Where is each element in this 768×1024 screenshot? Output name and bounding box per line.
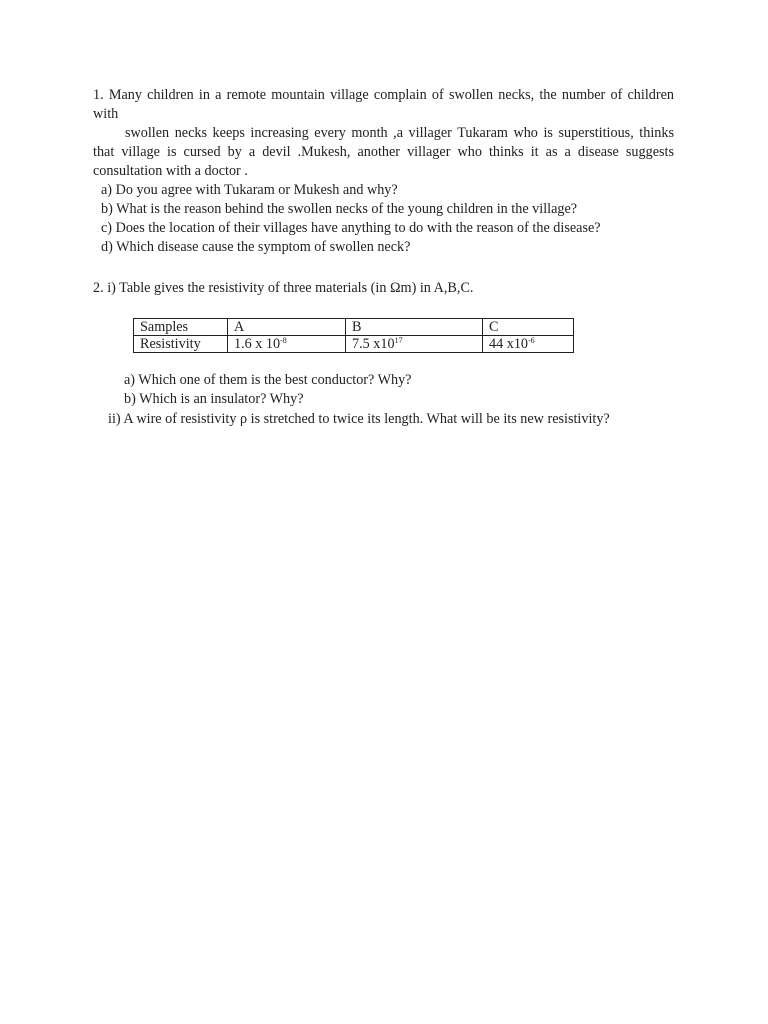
- question-2-part-ii: ii) A wire of resistivity ρ is stretched to twice its length. What will be its new resistivity?: [108, 411, 610, 427]
- table-row-label: Resistivity: [134, 336, 228, 353]
- question-2-part-a: a) Which one of them is the best conductor? Why?: [124, 372, 412, 388]
- question-2-parts: [124, 371, 411, 409]
- resistivity-table: [133, 318, 574, 353]
- table-header-cell: A: [228, 319, 346, 336]
- value-exponent: -6: [528, 336, 535, 345]
- question-1-part-a: a) Do you agree with Tukaram or Mukesh and why?: [101, 182, 398, 198]
- table-header-cell: Samples: [134, 319, 228, 336]
- value-base: 1.6 x 10: [234, 336, 281, 352]
- question-1-part-d: d) Which disease cause the symptom of swollen neck?: [101, 239, 411, 255]
- question-1-intro-line1: 1. Many children in a remote mountain village complain of swollen necks, the number of children with: [93, 87, 674, 122]
- question-1-part-b: b) What is the reason behind the swollen necks of the young children in the village?: [101, 201, 578, 217]
- question-1-intro-line2: swollen necks keeps increasing every month ,a villager Tukaram who is superstitious, thinks that village is cursed by a devil .Mukesh, another villager who thinks it as a disease suggests consultation with a doctor .: [93, 125, 674, 179]
- question-2-part-b: b) Which is an insulator? Why?: [124, 391, 304, 407]
- table-header-row: [134, 319, 574, 336]
- value-exponent: 17: [394, 336, 403, 345]
- table-row: [134, 336, 574, 353]
- question-1-part-c: c) Does the location of their villages have anything to do with the reason of the disease?: [101, 220, 601, 236]
- value-base: 7.5 x10: [352, 336, 395, 352]
- table-header-cell: C: [483, 319, 574, 336]
- table-cell-c: [483, 336, 574, 353]
- table-cell-a: [228, 336, 346, 353]
- question-1: [93, 86, 674, 257]
- value-base: 44 x10: [489, 336, 529, 352]
- question-2-intro: 2. i) Table gives the resistivity of three materials (in Ωm) in A,B,C.: [93, 280, 474, 296]
- value-exponent: -8: [280, 336, 287, 345]
- table-header-cell: B: [346, 319, 483, 336]
- table-cell-b: [346, 336, 483, 353]
